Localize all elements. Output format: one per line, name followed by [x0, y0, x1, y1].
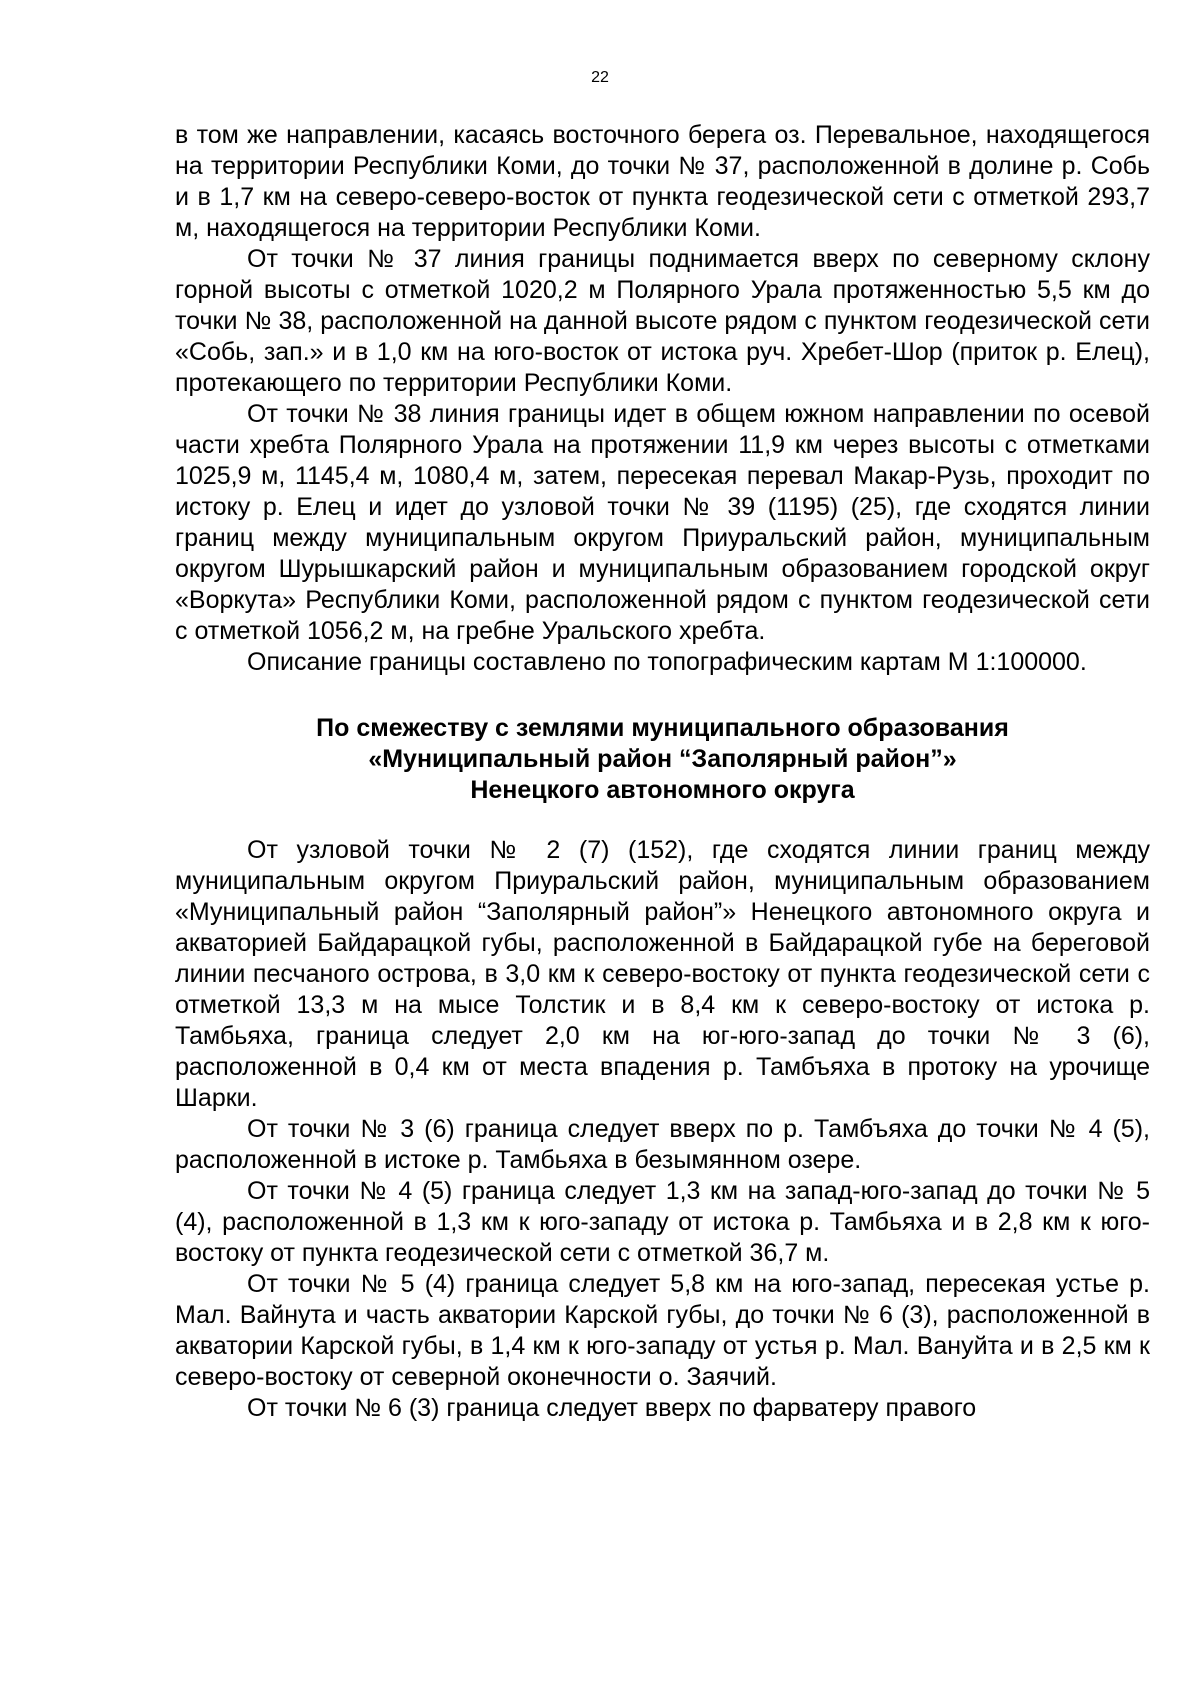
heading-line: «Муниципальный район “Заполярный район”» — [368, 745, 957, 773]
paragraph: От точки № 3 (6) граница следует вверх по р. Тамбъяха до точки № 4 (5), расположенной в истоке р. Тамбьяха в безымянном озере. — [175, 1115, 1150, 1174]
paragraph: От точки № 4 (5) граница следует 1,3 км на запад-юго-запад до точки № 5 (4), расположенной в 1,3 км к юго-западу от истока р. Тамбьяха и в 2,8 км к юго-востоку от пункта геодезической сети с отметкой 36,7 м. — [175, 1177, 1150, 1267]
paragraph: От точки № 6 (3) граница следует вверх по фарватеру правого — [247, 1394, 977, 1422]
paragraph: От узловой точки № 2 (7) (152), где сходятся линии границ между муниципальным округом Приуральский район, муниципальным образованием «Муниципальный район “Заполярный район”» Ненецкого автономного округа и акваторией Байдарацкой губы, расположенной в Байдарацкой губе на береговой линии песчаного острова, в 3,0 км к северо-востоку от пункта геодезической сети с отметкой 13,3 м на мысе Толстик и в 8,4 км к северо-востоку от истока р. Тамбьяха, граница следует 2,0 км на юг-юго-запад до точки № 3 (6), расположенной в 0,4 км от места впадения р. Тамбъяха в протоку на урочище Шарки. — [175, 836, 1150, 1112]
heading-line: Ненецкого автономного округа — [470, 776, 855, 804]
paragraph: Описание границы составлено по топографическим картам М 1:100000. — [247, 648, 1087, 676]
document-body — [175, 120, 1150, 1424]
heading-line: По смежеству с землями муниципального образования — [316, 714, 1009, 742]
page-number: 22 — [591, 69, 609, 86]
paragraph: От точки № 5 (4) граница следует 5,8 км на юго-запад, пересекая устье р. Мал. Вайнута и часть акватории Карской губы, до точки № 6 (3), расположенной в акватории Карской губы, в 1,4 км к юго-западу от устья р. Мал. Вануйта и в 2,5 км к северо-востоку от северной оконечности о. Заячий. — [175, 1270, 1150, 1391]
section-heading — [175, 713, 1150, 806]
paragraph: От точки № 38 линия границы идет в общем южном направлении по осевой части хребта Полярного Урала на протяжении 11,9 км через высоты с отметками 1025,9 м, 1145,4 м, 1080,4 м, затем, пересекая перевал Макар-Рузь, проходит по истоку р. Елец и идет до узловой точки № 39 (1195) (25), где сходятся линии границ между муниципальным округом Приуральский район, муниципальным округом Шурышкарский район и муниципальным образованием городской округ «Воркута» Республики Коми, расположенной рядом с пунктом геодезической сети с отметкой 1056,2 м, на гребне Уральского хребта. — [175, 400, 1150, 645]
paragraph: в том же направлении, касаясь восточного берега оз. Перевальное, находящегося на территории Республики Коми, до точки № 37, расположенной в долине р. Собь и в 1,7 км на северо-северо-восток от пункта геодезической сети с отметкой 293,7 м, находящегося на территории Республики Коми. — [175, 121, 1150, 242]
paragraph: От точки № 37 линия границы поднимается вверх по северному склону горной высоты с отметкой 1020,2 м Полярного Урала протяженностью 5,5 км до точки № 38, расположенной на данной высоте рядом с пунктом геодезической сети «Собь, зап.» и в 1,0 км на юго-восток от истока руч. Хребет-Шор (приток р. Елец), протекающего по территории Республики Коми. — [175, 245, 1150, 397]
